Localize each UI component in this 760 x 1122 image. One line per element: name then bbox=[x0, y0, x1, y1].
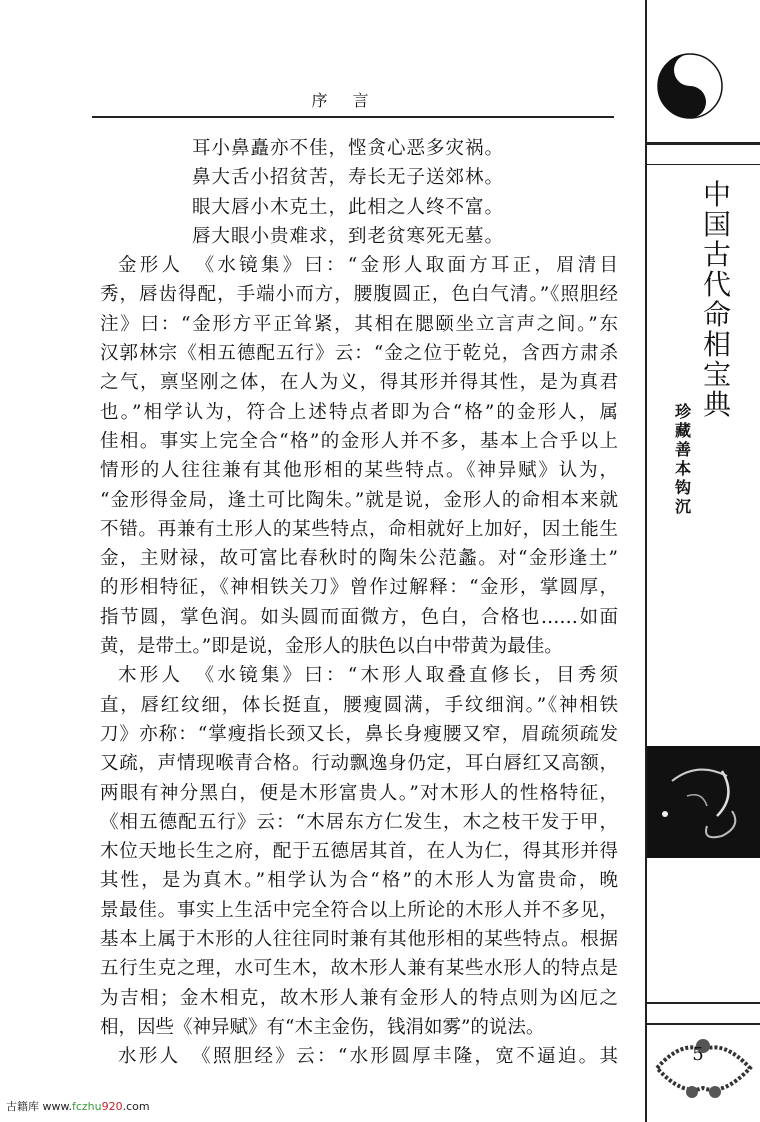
page-number: 5 bbox=[692, 1044, 704, 1065]
poem-line: 唇大眼小贵难求，到老贫寒死无墓。 bbox=[192, 225, 505, 247]
paragraph-line: 木位天地长生之府，配于五德居其首，在人为仁，得其形并得 bbox=[100, 841, 618, 863]
paragraph-line: “金形得金局，逢土可比陶朱。”就是说，金形人的命相本来就 bbox=[100, 489, 618, 511]
yin-yang-icon bbox=[656, 52, 724, 120]
side-rule bbox=[647, 1002, 760, 1004]
paragraph-line: 水形人 《照胆经》云：“水形圆厚丰隆，宽不逼迫。其 bbox=[118, 1046, 618, 1068]
paragraph-line: 《相五德配五行》云：“木居东方仁发生，木之枝干发于甲， bbox=[100, 811, 618, 833]
paragraph-line: 相，因些《神异赋》有“木主金伤，钱涓如雾”的说法。 bbox=[100, 1016, 545, 1038]
watermark-green: fczhu bbox=[71, 1100, 102, 1113]
page-number-ornament bbox=[647, 1030, 760, 1100]
watermark-red: 920 bbox=[101, 1100, 123, 1113]
margin-divider bbox=[645, 0, 647, 1122]
paragraph-line: 情形的人往往兼有其他形相的某些特点。《神异赋》认为， bbox=[100, 460, 618, 482]
paragraph-line: 景最佳。事实上生活中完全符合以上所论的木形人并不多见， bbox=[100, 899, 618, 921]
paragraph-line: 金，主财禄，故可富比春秋时的陶朱公范蠡。对“金形逢土” bbox=[100, 548, 618, 570]
paragraph-line: 佳相。事实上完全合“格”的金形人并不多，基本上合乎以上 bbox=[100, 430, 618, 452]
paragraph-line: 黄，是带土。”即是说，金形人的肤色以白中带黄为最佳。 bbox=[100, 636, 563, 658]
paragraph-line: 也。”相学认为，符合上述特点者即为合“格”的金形人，属 bbox=[100, 401, 618, 423]
watermark-prefix: 古籍库 www. bbox=[6, 1100, 72, 1113]
side-rule bbox=[647, 164, 760, 165]
side-rule bbox=[647, 1023, 760, 1025]
paragraph-line: 直，唇红纹细，体长挺直，腰瘦圆满，手纹细润。”《神相铁 bbox=[100, 694, 618, 716]
paragraph-line: 注》曰：“金形方平正耸紧，其相在腮颐坐立言声之间。”东 bbox=[100, 313, 618, 335]
paragraph-line: 金形人 《水镜集》曰：“金形人取面方耳正，眉清目 bbox=[118, 255, 618, 277]
paragraph-line: 的形相特征，《神相铁关刀》曾作过解释：“金形，掌圆厚， bbox=[100, 577, 618, 599]
paragraph-line: 木形人 《水镜集》曰：“木形人取叠直修长，目秀须 bbox=[118, 665, 618, 687]
paragraph-line: 指节圆，掌色润。如头圆而面微方，色白，合格也……如面 bbox=[100, 606, 618, 628]
poem-line: 耳小鼻矗亦不佳，悭贪心恶多灾祸。 bbox=[192, 138, 505, 159]
paragraph-line: 汉郭林宗《相五德配五行》云：“金之位于乾兑，含西方肃杀 bbox=[100, 343, 618, 365]
watermark bbox=[6, 1098, 150, 1114]
body-text bbox=[100, 134, 618, 1072]
side-rule bbox=[647, 142, 760, 145]
paragraph-line: 为吉相；金木相克，故木形人兼有金形人的特点则为凶厄之 bbox=[100, 987, 618, 1009]
paragraph-line: 基本上属于木形的人往往同时兼有其他形相的某些特点。根据 bbox=[100, 929, 618, 951]
watermark-suffix: .com bbox=[122, 1100, 150, 1113]
paragraph-line: 不错。再兼有土形人的某些特点，命相就好上加好，因土能生 bbox=[100, 518, 618, 540]
paragraph-line: 又疏，声情现喉青合格。行动飘逸身仍定，耳白唇红又高额， bbox=[100, 753, 618, 775]
book-subtitle: 珍藏善本钩沉 bbox=[674, 402, 691, 516]
paragraph-line: 之气，禀坚刚之体，在人为义，得其形并得其性，是为真君 bbox=[100, 372, 618, 394]
paragraph-line: 刀》亦称：“掌瘦指长颈又长，鼻长身瘦腰又窄，眉疏须疏发 bbox=[100, 723, 618, 745]
paragraph-line: 秀，唇齿得配，手端小而方，腰腹圆正，色白气清。”《照胆经 bbox=[100, 284, 618, 306]
header-rule bbox=[92, 116, 614, 118]
paragraph-line: 五行生克之理，水可生木，故木形人兼有某些水形人的特点是 bbox=[100, 958, 618, 980]
poem-line: 鼻大舌小招贫苦，寿长无子送郊林。 bbox=[192, 167, 505, 189]
paragraph-line: 两眼有神分黑白，便是木形富贵人。”对木形人的性格特征， bbox=[100, 782, 618, 804]
decorative-image bbox=[647, 746, 760, 858]
poem-line: 眼大唇小木克土，此相之人终不富。 bbox=[192, 196, 505, 218]
book-title: 中国古代命相宝典 bbox=[702, 178, 731, 421]
running-header: 序 言 bbox=[311, 91, 379, 110]
paragraph-line: 其性，是为真木。”相学认为合“格”的木形人为富贵命，晚 bbox=[100, 870, 618, 892]
